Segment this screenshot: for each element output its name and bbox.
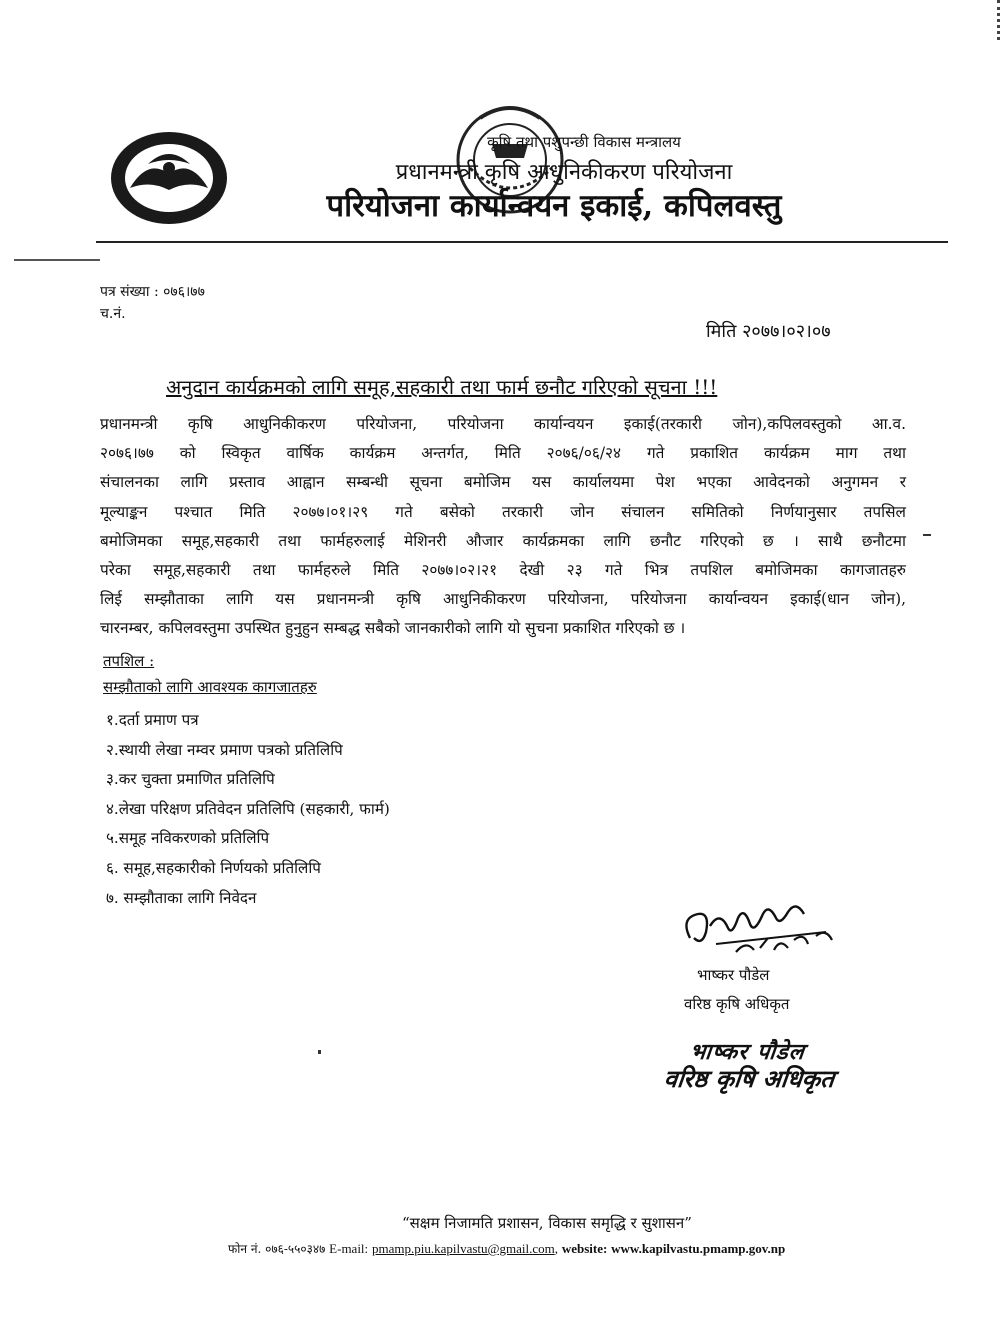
stray-dot xyxy=(318,1050,321,1054)
body-line: प्रधानमन्त्री कृषि आधुनिकीकरण परियोजना, परियोजना कार्यान्वयन इकाई(तरकारी जोन),कपिलवस्तुको आ.व. xyxy=(100,415,906,433)
signatory-name: भाष्कर पौडेल xyxy=(697,966,770,984)
scan-edge-mark xyxy=(988,0,1000,40)
required-documents-list xyxy=(106,706,390,913)
email-label: E-mail: xyxy=(329,1241,369,1256)
body-line: चारनम्बर, कपिलवस्तुमा उपस्थित हुनुहुन सम्बद्ध सबैको जानकारीको लागि यो सुचना प्रकाशित गरिएको छ । xyxy=(100,619,686,638)
phone-number: फोन नं. ०७६-५५०३४७ xyxy=(228,1242,326,1256)
office-name: परियोजना कार्यान्वयन इकाई, कपिलवस्तु xyxy=(326,188,782,224)
margin-mark xyxy=(14,259,100,261)
list-item: ३.कर चुक्ता प्रमाणित प्रतिलिपि xyxy=(106,770,275,789)
list-item: ४.लेखा परिक्षण प्रतिवेदन प्रतिलिपि (सहकारी, फार्म) xyxy=(106,799,390,818)
website-link[interactable]: www.kapilvastu.pmamp.gov.np xyxy=(611,1241,786,1256)
header-divider xyxy=(96,241,948,243)
list-item: ६. समूह,सहकारीको निर्णयको प्रतिलिपि xyxy=(106,858,321,877)
body-line: २०७६।७७ को स्विकृत वार्षिक कार्यक्रम अन्तर्गत, मिति २०७६/०६/२४ गते प्रकाशित कार्यक्रम माग तथा xyxy=(100,444,906,463)
website-label: website: xyxy=(561,1241,608,1256)
required-documents-heading: सम्झौताको लागि आवश्यक कागजातहरु xyxy=(103,678,317,696)
body-line: परेका समूह,सहकारी तथा फार्महरुले मिति २०७७।०२।२१ देखी २३ गते भित्र तपशिल बमोजिमका कागजातहरु xyxy=(100,561,906,580)
signatory-designation: वरिष्ठ कृषि अधिकृत xyxy=(684,995,790,1013)
handwritten-signature xyxy=(676,888,846,960)
body-line: मूल्याङ्कन पश्चात मिति २०७७।०१।२९ गते बसेको तरकारी जोन संचालन समितिको निर्णयानुसार तपसिल xyxy=(100,502,906,521)
list-item: ७. सम्झौताका लागि निवेदन xyxy=(106,888,257,907)
project-name: प्रधानमन्त्री कृषि आधुनिकीकरण परियोजना xyxy=(395,160,733,185)
list-item: २.स्थायी लेखा नम्वर प्रमाण पत्रको प्रतिलिपि xyxy=(106,740,343,759)
notice-title: अनुदान कार्यक्रमको लागि समूह,सहकारी तथा फार्म छनौट गरिएको सूचना !!! xyxy=(166,375,718,399)
office-motto: “सक्षम निजामति प्रशासन, विकास समृद्धि र सुशासन” xyxy=(402,1214,692,1232)
letter-number: पत्र संख्या : ०७६।७७ xyxy=(100,284,205,300)
list-item: ५.समूह नविकरणको प्रतिलिपि xyxy=(106,829,270,848)
ministry-name: कृषि तथा पशुपन्छी विकास मन्त्रालय xyxy=(487,133,681,151)
seal-name: भाष्कर पौडेल xyxy=(688,1039,807,1065)
stray-mark xyxy=(923,534,931,536)
notice-body xyxy=(100,410,906,644)
email-link[interactable]: pmamp.piu.kapilvastu@gmail.com xyxy=(372,1241,555,1256)
seal-designation: वरिष्ठ कृषि अधिकृत xyxy=(662,1064,836,1093)
letter-date: मिति २०७७।०२।०७ xyxy=(706,321,831,342)
body-line: बमोजिमका समूह,सहकारी तथा फार्महरुलाई मेशिनरी औजार कार्यक्रमका लागि छनौट गरिएको छ । साथै छनौटमा xyxy=(100,531,906,550)
details-heading: तपशिल : xyxy=(103,652,155,670)
body-line: संचालनका लागि प्रस्ताव आह्वान सम्बन्धी सूचना बमोजिम यस कार्यालयमा पेश भएका आवेदनको अनुगमन र xyxy=(100,473,906,492)
body-line: लिई सम्झौताका लागि यस प्रधानमन्त्री कृषि आधुनिकीकरण परियोजना, परियोजना कार्यान्वयन इकाई(धान जोन), xyxy=(100,590,906,609)
list-item: १.दर्ता प्रमाण पत्र xyxy=(106,711,199,729)
dispatch-number: च.नं. xyxy=(100,306,126,322)
contact-footer: फोन नं. ०७६-५५०३४७ E-mail: pmamp.piu.kapilvastu@gmail.com, website: www.kapilvastu.pmamp.gov.np xyxy=(228,1241,786,1256)
